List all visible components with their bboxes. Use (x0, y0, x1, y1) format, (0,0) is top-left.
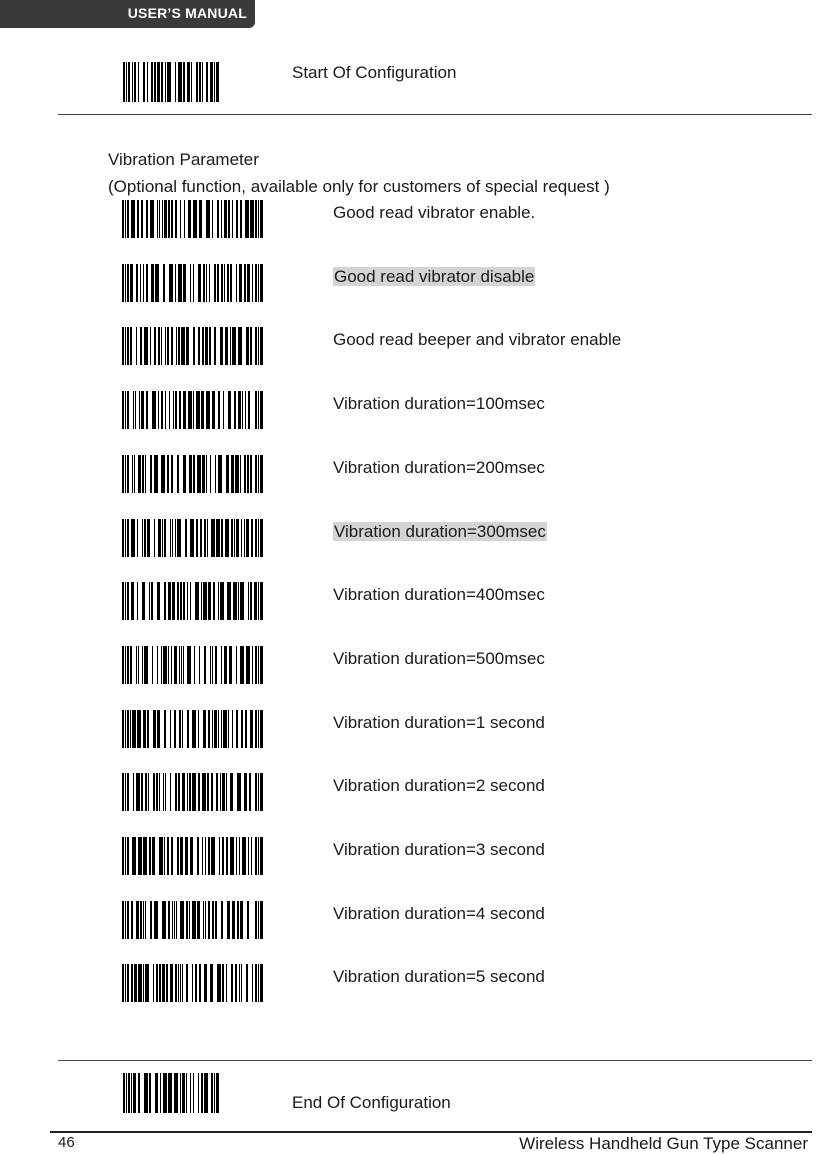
option-label (333, 839, 545, 861)
option-barcode (122, 455, 263, 493)
option-label-text: Good read vibrator enable. (333, 203, 536, 222)
option-label (333, 393, 545, 415)
option-barcode (122, 710, 263, 748)
option-barcode (122, 901, 263, 939)
option-barcode (122, 519, 263, 557)
option-label (333, 584, 545, 606)
option-label (333, 329, 621, 351)
option-label (333, 202, 535, 224)
footer-product-title: Wireless Handheld Gun Type Scanner (519, 1134, 808, 1153)
option-barcode (122, 264, 263, 302)
option-label-text: Good read vibrator disable (334, 267, 535, 286)
option-barcode (122, 582, 263, 620)
option-label (333, 266, 535, 288)
option-label-text: Vibration duration=5 second (333, 967, 545, 986)
option-label (333, 903, 545, 925)
option-label-text: Vibration duration=400msec (333, 585, 545, 604)
option-barcode (122, 646, 263, 684)
option-barcode (122, 391, 263, 429)
manual-header-label: USER’S MANUAL (127, 5, 247, 21)
option-label-text: Vibration duration=300msec (334, 522, 546, 541)
option-label (333, 457, 545, 479)
start-config-barcode (123, 62, 219, 102)
option-label-text: Vibration duration=1 second (333, 713, 545, 732)
option-barcode (122, 773, 263, 811)
footer-divider (50, 1131, 812, 1133)
end-config-label: End Of Configuration (292, 1093, 451, 1112)
option-barcode (122, 837, 263, 875)
end-config-barcode (123, 1073, 219, 1113)
option-label-text: Vibration duration=4 second (333, 904, 545, 923)
option-label (333, 648, 545, 670)
option-label-text: Vibration duration=3 second (333, 840, 545, 859)
start-config-label: Start Of Configuration (292, 63, 457, 82)
bottom-divider (58, 1060, 812, 1061)
option-label-text: Vibration duration=100msec (333, 394, 545, 413)
section-title: Vibration Parameter (108, 150, 259, 169)
page-number: 46 (58, 1134, 75, 1151)
option-barcode (122, 200, 263, 238)
option-label (333, 521, 547, 543)
option-label-text: Vibration duration=2 second (333, 776, 545, 795)
option-label (333, 775, 545, 797)
option-label-text: Good read beeper and vibrator enable (333, 330, 622, 349)
option-label-text: Vibration duration=200msec (333, 458, 545, 477)
option-label-text: Vibration duration=500msec (333, 649, 545, 668)
option-barcode (122, 327, 263, 365)
option-barcode (122, 964, 263, 1002)
option-label (333, 712, 545, 734)
section-note: (Optional function, available only for customers of special request ) (108, 177, 610, 196)
manual-header-tab (0, 0, 255, 28)
option-label (333, 966, 545, 988)
top-divider (58, 114, 812, 115)
